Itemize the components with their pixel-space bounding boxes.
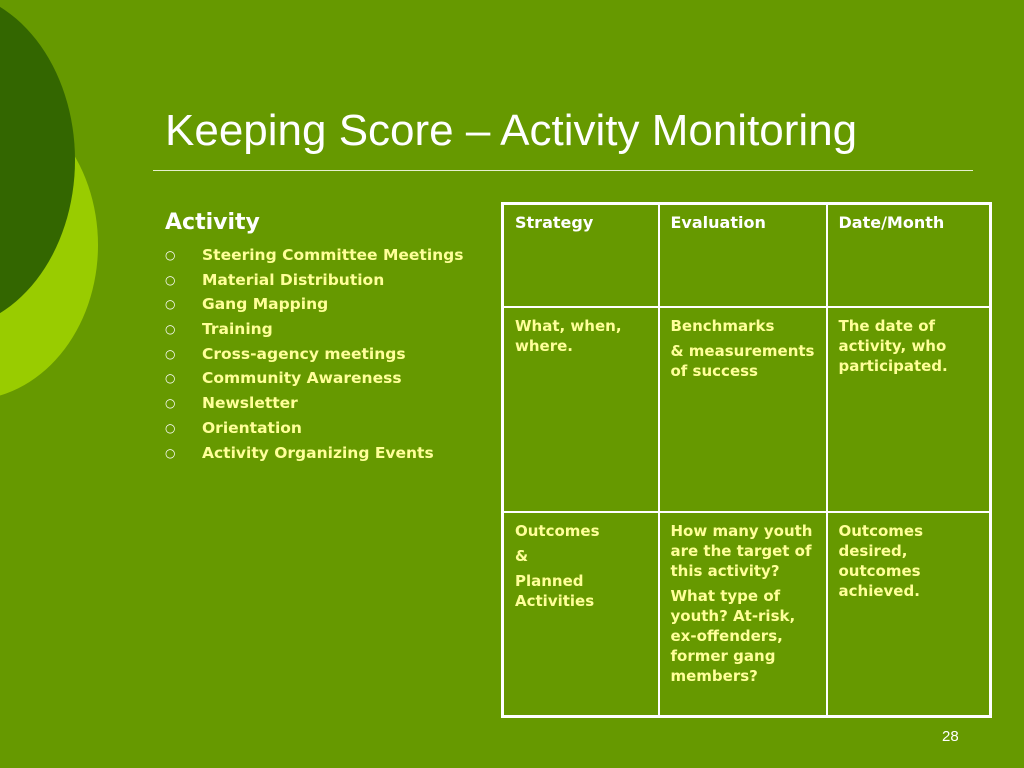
header-date-month: Date/Month [827,204,991,307]
list-item-label: Activity Organizing Events [202,443,434,462]
list-item [165,343,464,368]
list-item [165,392,464,417]
strategy-evaluation-table [501,202,992,718]
circle-bullet-icon: ○ [165,297,176,312]
list-item-label: Cross-agency meetings [202,344,406,363]
list-item [165,442,464,467]
list-item [165,367,464,392]
title-divider [153,170,973,171]
list-item-label: Community Awareness [202,369,402,388]
circle-bullet-icon: ○ [165,445,176,460]
table-cell [659,512,827,717]
list-item-label: Material Distribution [202,270,385,289]
header-strategy: Strategy [503,204,659,307]
list-item-label: Gang Mapping [202,295,329,314]
cell-text: Planned Activities [515,571,595,610]
page-number: 28 [942,728,959,745]
table-cell [503,307,659,512]
table-header-row [503,204,991,307]
circle-bullet-icon: ○ [165,272,176,287]
circle-bullet-icon: ○ [165,371,176,386]
cell-text: Outcomes desired, outcomes achieved. [838,521,924,600]
list-item-label: Newsletter [202,394,298,413]
table-row [503,307,991,512]
activity-heading: Activity [165,210,260,235]
slide-title: Keeping Score – Activity Monitoring [165,106,858,155]
cell-text: Benchmarks [670,316,775,335]
circle-bullet-icon: ○ [165,346,176,361]
table-cell [659,307,827,512]
circle-bullet-icon: ○ [165,396,176,411]
cell-text: The date of activity, who participated. [838,316,948,375]
list-item-label: Steering Committee Meetings [202,246,464,264]
table-cell [827,307,991,512]
table-cell [503,512,659,717]
list-item [165,318,464,343]
cell-text: & measurements of success [670,341,815,380]
header-evaluation: Evaluation [659,204,827,307]
cell-text: & [515,546,529,565]
cell-text: What, when, where. [515,316,622,355]
circle-bullet-icon: ○ [165,322,176,337]
cell-text: Outcomes [515,521,600,540]
activity-list [165,244,464,466]
table-cell [827,512,991,717]
cell-text: How many youth are the target of this activity? [670,521,813,580]
table-row [503,512,991,717]
list-item [165,293,464,318]
list-item [165,244,464,269]
list-item [165,417,464,442]
list-item-label: Training [202,320,273,339]
circle-bullet-icon: ○ [165,420,176,435]
list-item [165,269,464,294]
cell-text: What type of youth? At-risk, ex-offenders, former gang members? [670,586,796,685]
circle-bullet-icon: ○ [165,248,176,262]
list-item-label: Orientation [202,418,302,437]
